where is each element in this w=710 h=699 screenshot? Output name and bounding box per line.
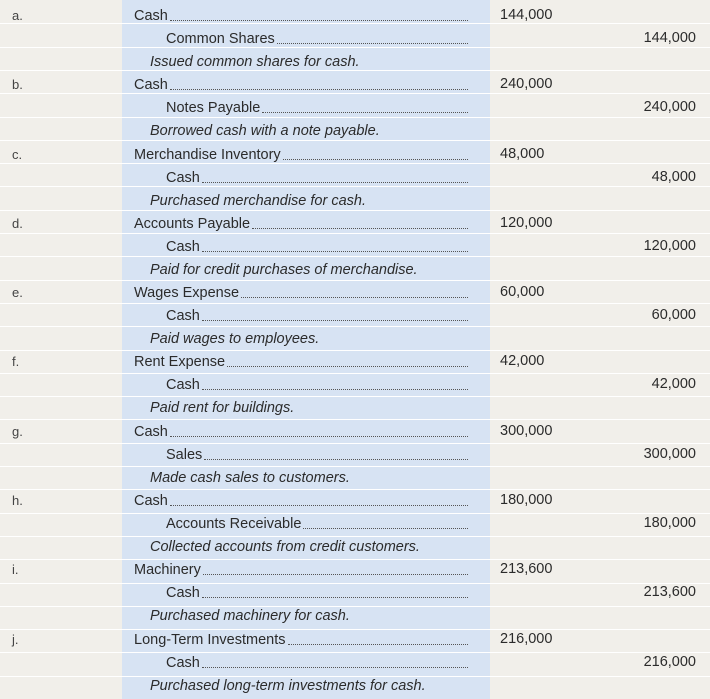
dot-leader: [277, 30, 468, 44]
entry-memo: Purchased merchandise for cash.: [150, 192, 366, 209]
dot-leader: [203, 561, 468, 575]
credit-account: Cash: [166, 308, 200, 325]
journal-entry: [0, 139, 710, 208]
journal-entry: [0, 0, 710, 69]
debit-line: [134, 146, 468, 164]
dot-leader: [202, 169, 468, 183]
dot-leader: [283, 146, 468, 160]
debit-amount: 216,000: [500, 630, 553, 647]
debit-account: Machinery: [134, 562, 201, 579]
credit-account: Notes Payable: [166, 100, 261, 117]
debit-account: Accounts Payable: [134, 215, 251, 232]
entry-letter: h.: [12, 493, 23, 509]
dot-leader: [170, 423, 468, 437]
entry-memo: Issued common shares for cash.: [150, 54, 360, 70]
dot-leader: [170, 7, 468, 21]
debit-account: Wages Expense: [134, 285, 240, 302]
dot-leader: [227, 353, 468, 367]
debit-amount: 120,000: [500, 214, 553, 231]
credit-account: Sales: [166, 446, 203, 463]
debit-account: Merchandise Inventory: [134, 146, 281, 163]
credit-amount: 180,000: [643, 515, 696, 532]
entry-memo: Paid wages to employees.: [150, 331, 320, 348]
debit-line: [134, 76, 468, 94]
debit-account: Long-Term Investments: [134, 631, 286, 648]
credit-line: [166, 169, 468, 187]
journal-entry: [0, 277, 710, 346]
debit-line: [134, 631, 468, 649]
debit-account: Cash: [134, 493, 168, 510]
dot-leader: [252, 215, 468, 229]
dot-leader: [262, 99, 468, 113]
credit-amount: 48,000: [651, 168, 696, 185]
debit-amount: 240,000: [500, 76, 553, 93]
entry-letter: d.: [12, 215, 23, 231]
credit-line: [166, 30, 468, 48]
entry-letter: c.: [12, 146, 23, 162]
entry-memo: Purchased long-term investments for cash.: [150, 677, 426, 694]
entry-memo: Made cash sales to customers.: [150, 469, 350, 486]
journal-entry: [0, 554, 710, 623]
credit-amount: 144,000: [643, 30, 696, 46]
journal-entry: [0, 208, 710, 277]
debit-amount: 144,000: [500, 7, 553, 23]
debit-account: Rent Expense: [134, 354, 226, 371]
credit-account: Cash: [166, 585, 200, 602]
debit-line: [134, 561, 468, 579]
entry-letter: j.: [12, 631, 19, 647]
journal-entry: [0, 624, 710, 693]
credit-amount: 300,000: [643, 445, 696, 462]
credit-account: Accounts Receivable: [166, 516, 302, 533]
entry-memo: Paid rent for buildings.: [150, 400, 295, 417]
dot-leader: [202, 584, 468, 598]
credit-amount: 42,000: [651, 376, 696, 393]
entry-letter: b.: [12, 77, 23, 93]
credit-account: Cash: [166, 169, 200, 186]
entry-letter: a.: [12, 8, 23, 23]
credit-account: Cash: [166, 377, 200, 394]
entry-letter: f.: [12, 354, 20, 370]
entry-letter: e.: [12, 285, 23, 301]
journal-entry: [0, 346, 710, 415]
dot-leader: [170, 76, 468, 90]
credit-line: [166, 376, 468, 394]
entry-memo: Collected accounts from credit customers.: [150, 539, 420, 556]
entry-memo: Purchased machinery for cash.: [150, 608, 350, 625]
credit-account: Cash: [166, 654, 200, 671]
debit-line: [134, 492, 468, 510]
debit-account: Cash: [134, 423, 168, 440]
dot-leader: [202, 307, 468, 321]
credit-line: [166, 584, 468, 602]
entry-memo: Borrowed cash with a note payable.: [150, 123, 380, 140]
entry-letter: i.: [12, 562, 19, 578]
journal-entry: [0, 485, 710, 554]
dot-leader: [288, 631, 468, 645]
debit-line: [134, 423, 468, 441]
dot-leader: [202, 376, 468, 390]
credit-line: [166, 238, 468, 256]
entry-memo: Paid for credit purchases of merchandise.: [150, 261, 418, 278]
debit-line: [134, 353, 468, 371]
dot-leader: [204, 446, 468, 460]
debit-amount: 48,000: [500, 145, 545, 162]
debit-amount: 60,000: [500, 284, 545, 301]
debit-line: [134, 215, 468, 233]
debit-amount: 180,000: [500, 492, 553, 509]
entry-letter: g.: [12, 423, 23, 439]
debit-amount: 42,000: [500, 353, 545, 370]
credit-line: [166, 654, 468, 672]
credit-line: [166, 446, 468, 464]
debit-line: [134, 7, 468, 25]
credit-amount: 60,000: [651, 307, 696, 324]
dot-leader: [202, 654, 468, 668]
credit-amount: 240,000: [643, 99, 696, 116]
credit-line: [166, 307, 468, 325]
debit-amount: 213,600: [500, 561, 553, 578]
credit-line: [166, 515, 468, 533]
journal-entry: [0, 69, 710, 138]
dot-leader: [170, 492, 468, 506]
debit-amount: 300,000: [500, 422, 553, 439]
journal-entry: [0, 416, 710, 485]
credit-amount: 120,000: [643, 237, 696, 254]
debit-account: Cash: [134, 77, 168, 94]
credit-amount: 213,600: [643, 584, 696, 601]
debit-line: [134, 284, 468, 302]
credit-account: Cash: [166, 238, 200, 255]
dot-leader: [303, 515, 468, 529]
credit-line: [166, 99, 468, 117]
credit-account: Common Shares: [166, 31, 275, 47]
dot-leader: [202, 238, 468, 252]
credit-amount: 216,000: [643, 653, 696, 670]
dot-leader: [241, 284, 468, 298]
debit-account: Cash: [134, 8, 168, 24]
